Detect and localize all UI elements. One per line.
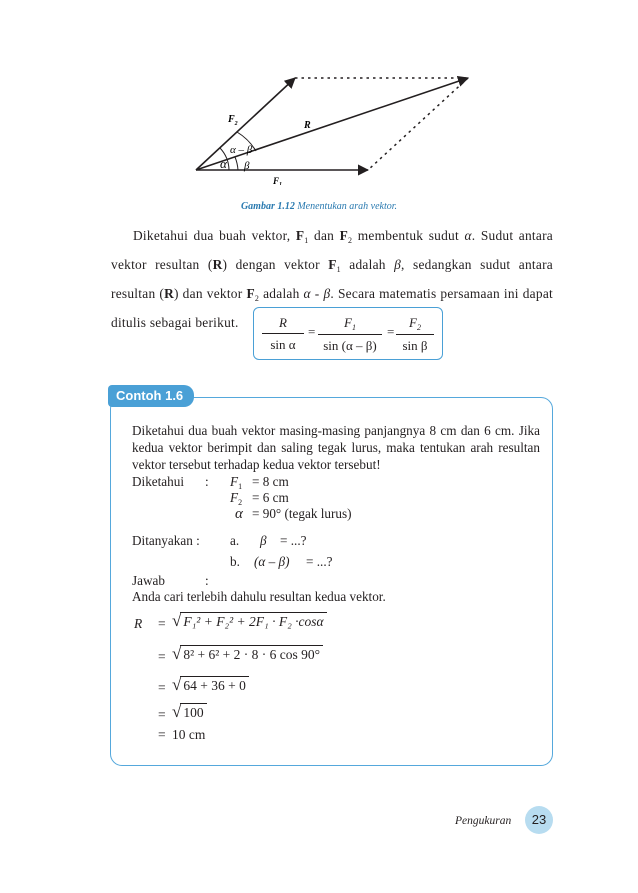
intro-paragraph: Diketahui dua buah vektor, $F_1$ dan $F_2$ membentuk sudut α. Sudut antara vektor resultan (R) dengan vektor $F_1$ adalah β, sedangkan sudut antara resultan (R) dan vektor $F_2$ adalah α - β. Secara matematis persamaan ini dapat ditulis sebagai berikut.	[111, 228, 553, 330]
figure-caption	[0, 201, 638, 212]
equals-sign: =	[387, 324, 395, 339]
label-f2: $F_2$	[228, 114, 238, 127]
example-problem-text: Diketahui dua buah vektor masing-masing panjangnya 8 cm dan 6 cm. Jika kedua vektor berimpit dan saling tegak lurus, maka tentukan arah resultan vektor tersebut terhadap kedua vektor tersebut!	[132, 423, 540, 472]
label-beta: β	[244, 160, 250, 172]
known-label: Diketahui	[132, 474, 185, 489]
equals-sign: =	[308, 324, 316, 339]
answer-label: Jawab	[132, 573, 165, 588]
vector-parallelogram-figure	[180, 70, 480, 185]
fraction-f2: $F_2$ sin β	[396, 315, 434, 354]
vector-f2-arrow	[196, 78, 295, 170]
step-eq: =	[158, 707, 166, 722]
step-eq: =	[158, 727, 166, 742]
step-eq: =	[158, 616, 166, 631]
sine-rule-formula-box	[253, 307, 443, 360]
step-lhs: R	[134, 616, 143, 631]
label-f1: $F_1$	[273, 176, 283, 185]
parallelogram-right-dotted	[368, 78, 468, 170]
known-row: α = 90° (tegak lurus)	[235, 506, 352, 522]
caption-text: Menentukan arah vektor.	[297, 201, 398, 212]
known-row: $F_1$ = 8 cm	[230, 474, 289, 491]
answer-colon: :	[205, 573, 209, 588]
step-eq: =	[158, 649, 166, 664]
fraction-r: R sin α	[262, 315, 304, 353]
step-radical: √ 8² + 6² + 2 · 8 · 6 cos 90°	[172, 645, 323, 663]
step-radical: √ 64 + 36 + 0	[172, 676, 249, 694]
label-alpha: α	[220, 156, 227, 171]
fraction-f1: $F_1$ sin (α – β)	[318, 315, 382, 354]
step-eq: =	[158, 680, 166, 695]
step-radical: √ F₁² + F₂² + 2F₁ · F₂ ·cosα	[172, 612, 327, 630]
caption-number: Gambar 1.12	[240, 201, 295, 212]
known-colon: :	[205, 474, 209, 489]
known-row: $F_2$ = 6 cm	[230, 490, 289, 507]
asked-label: Ditanyakan :	[132, 533, 200, 548]
answer-intro: Anda cari terlebih dahulu resultan kedua vektor.	[132, 589, 386, 604]
asked-row: a. β = ...?	[230, 533, 307, 548]
page-number: 23	[525, 806, 553, 834]
label-alpha-minus-beta: α – β	[230, 144, 253, 156]
asked-row: b. (α – β) = ...?	[230, 554, 333, 569]
footer-chapter-label: Pengukuran	[455, 815, 512, 827]
step-radical: √ 100	[172, 703, 207, 721]
step-result: 10 cm	[172, 727, 206, 742]
angle-arc-inner	[235, 157, 238, 170]
label-r: R	[304, 120, 311, 131]
example-tab-label: Contoh 1.6	[108, 385, 194, 407]
